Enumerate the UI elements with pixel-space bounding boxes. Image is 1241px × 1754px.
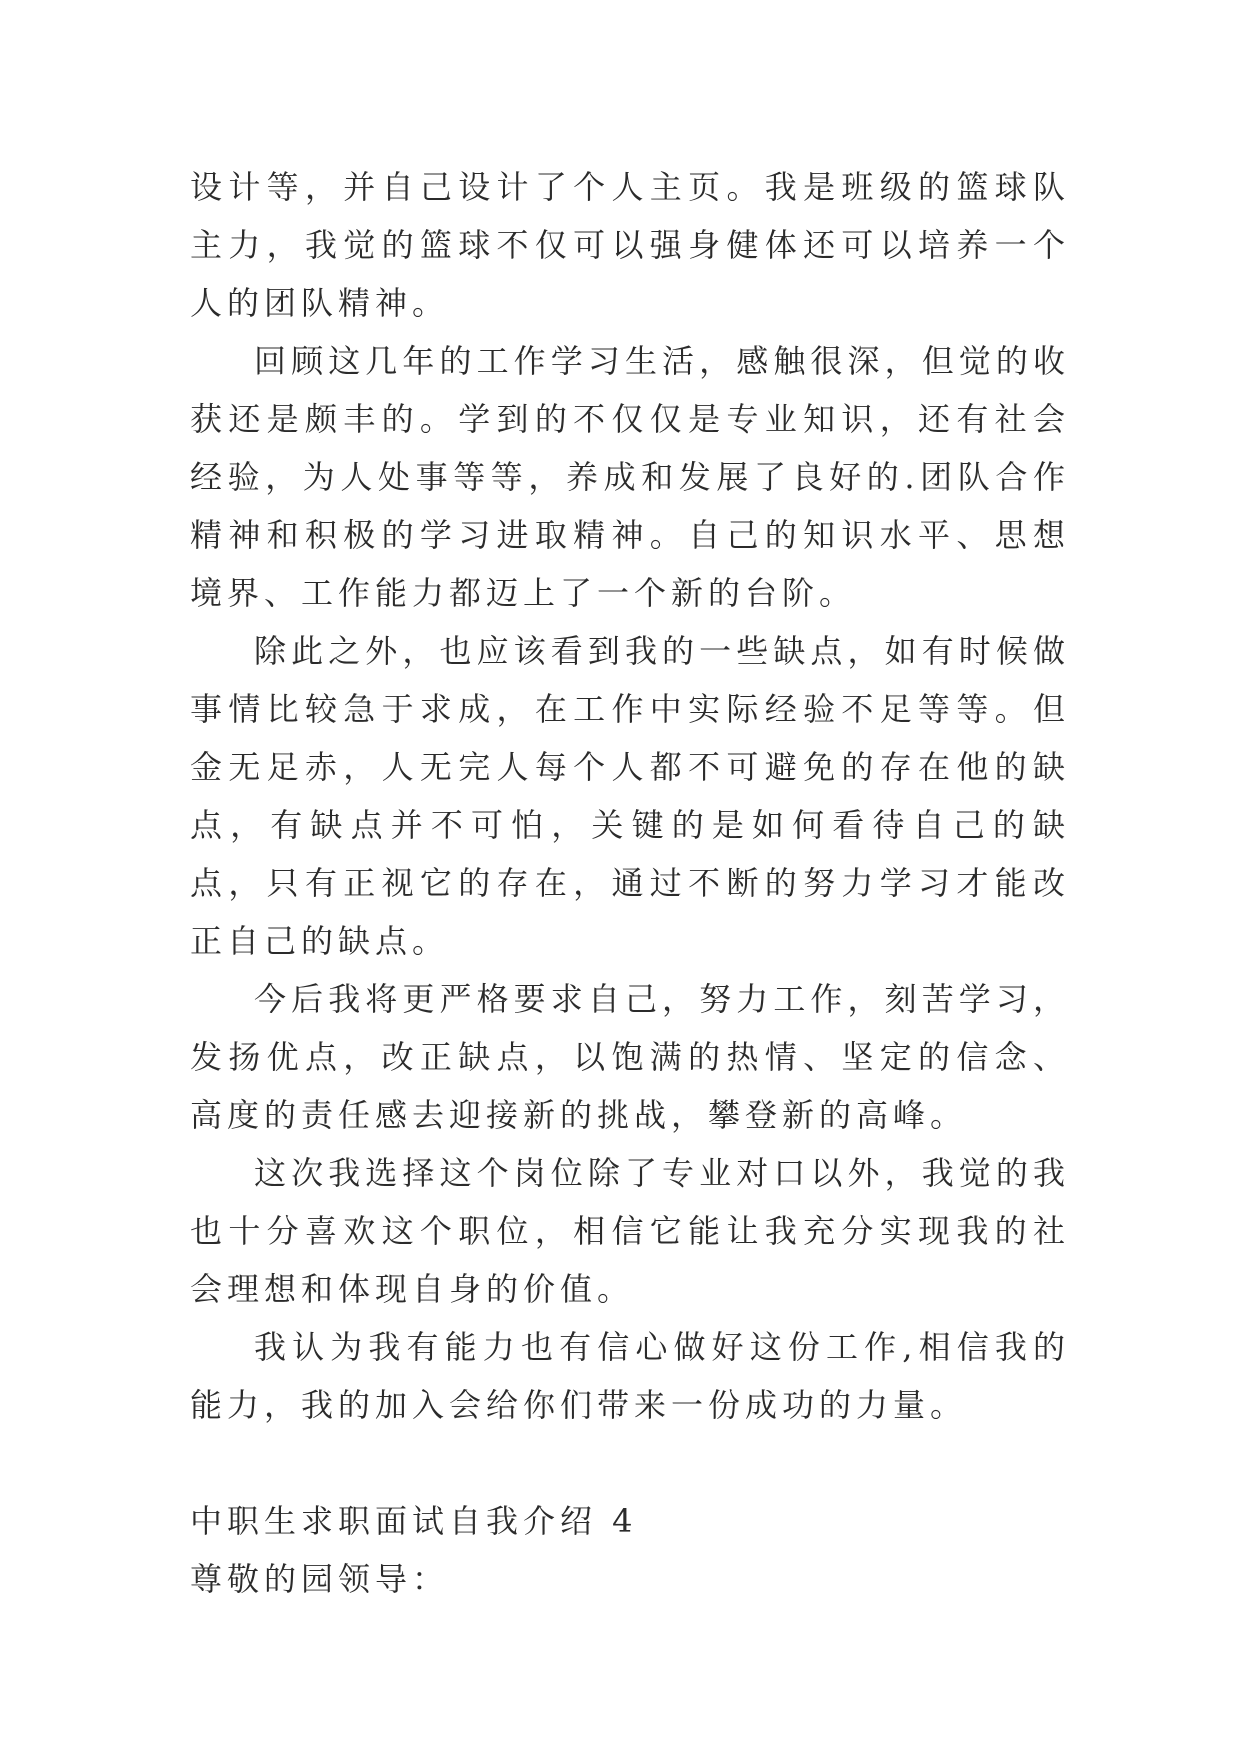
section-title: 中职生求职面试自我介绍 4 <box>190 1502 638 1540</box>
paragraph-continued: 设计等，并自己设计了个人主页。我是班级的篮球队主力，我觉的篮球不仅可以强身健体还可以培养一个人的团队精神。 <box>190 168 1070 322</box>
document-body <box>190 158 1070 1608</box>
paragraph-shortcomings: 除此之外，也应该看到我的一些缺点，如有时候做事情比较急于求成，在工作中实际经验不足等等。但金无足赤，人无完人每个人都不可避免的存在他的缺点，有缺点并不可怕，关键的是如何看待自己的缺点，只有正视它的存在，通过不断的努力学习才能改正自己的缺点。 <box>190 632 1070 960</box>
paragraph-position-choice: 这次我选择这个岗位除了专业对口以外，我觉的我也十分喜欢这个职位，相信它能让我充分实现我的社会理想和体现自身的价值。 <box>190 1154 1070 1308</box>
salutation: 尊敬的园领导： <box>190 1560 450 1598</box>
section-spacer <box>190 1434 1070 1492</box>
paragraph-confidence: 我认为我有能力也有信心做好这份工作,相信我的能力，我的加入会给你们带来一份成功的力量。 <box>190 1328 1070 1424</box>
paragraph-review: 回顾这几年的工作学习生活，感触很深，但觉的收获还是颇丰的。学到的不仅仅是专业知识，还有社会经验，为人处事等等，养成和发展了良好的.团队合作精神和积极的学习进取精神。自己的知识水平、思想境界、工作能力都迈上了一个新的台阶。 <box>190 342 1070 612</box>
paragraph-future: 今后我将更严格要求自己，努力工作，刻苦学习，发扬优点，改正缺点，以饱满的热情、坚定的信念、高度的责任感去迎接新的挑战，攀登新的高峰。 <box>190 980 1070 1134</box>
